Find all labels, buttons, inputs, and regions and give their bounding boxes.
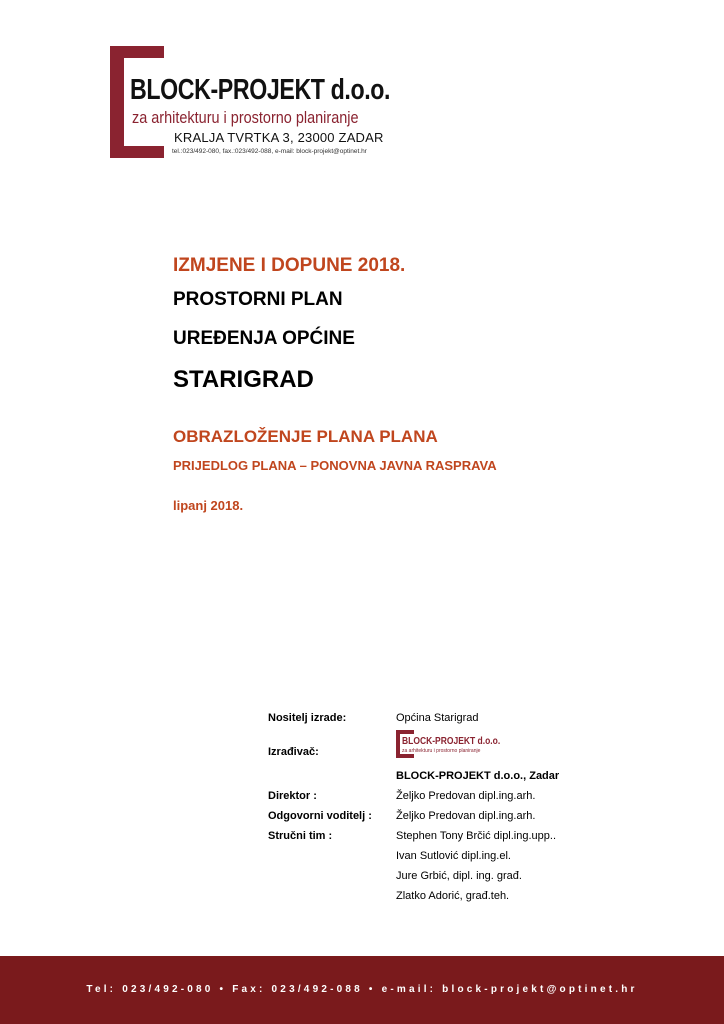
nositelj-value: Općina Starigrad [396, 712, 479, 724]
mini-logo-subtitle: za arhitekturu i prostorno planiranje [402, 748, 481, 754]
tim-label: Stručni tim : [268, 830, 333, 842]
logo-subtitle: za arhitekturu i prostorno planiranje [132, 108, 359, 127]
nositelj-label: Nositelj izrade: [268, 712, 347, 724]
direktor-value: Željko Predovan dipl.ing.arh. [396, 790, 536, 802]
title-line-3: UREĐENJA OPĆINE [173, 328, 355, 349]
footer-contact-text: Tel: 023/492-080 • Fax: 023/492-088 • e-mail: block-projekt@optinet.hr [86, 984, 638, 995]
voditelj-value: Željko Predovan dipl.ing.arh. [396, 810, 536, 822]
tim-member: Zlatko Adorić, građ.teh. [396, 890, 510, 902]
logo-bracket-left [110, 46, 124, 158]
title-line-2: PROSTORNI PLAN [173, 289, 343, 310]
izradivac-label: Izrađivač: [268, 746, 319, 758]
company-logo [110, 46, 410, 161]
logo-contact: tel.:023/492-080, fax.:023/492-088, e-mail: block-projekt@optinet.hr [172, 148, 367, 155]
voditelj-label: Odgovorni voditelj : [268, 810, 372, 822]
tim-member: Ivan Sutlović dipl.ing.el. [396, 850, 511, 862]
title-line-4: STARIGRAD [173, 366, 314, 393]
footer-bar [0, 956, 724, 1024]
tim-member: Stephen Tony Brčić dipl.ing.upp.. [396, 830, 557, 842]
mini-logo-text: BLOCK-PROJEKT d.o.o. [402, 736, 501, 747]
document-phase: PRIJEDLOG PLANA – PONOVNA JAVNA RASPRAVA [173, 458, 497, 473]
direktor-label: Direktor : [268, 790, 317, 802]
logo-address: KRALJA TVRTKA 3, 23000 ZADAR [174, 130, 384, 145]
logo-company-name: BLOCK-PROJEKT d.o.o. [130, 74, 391, 106]
mini-company-logo [396, 730, 501, 760]
logo-bracket-bottom [110, 146, 164, 158]
document-heading: OBRAZLOŽENJE PLANA PLANA [173, 427, 438, 446]
tim-member: Jure Grbić, dipl. ing. građ. [396, 870, 522, 882]
document-date: lipanj 2018. [173, 498, 244, 513]
title-line-1: IZMJENE I DOPUNE 2018. [173, 255, 406, 276]
mini-logo-bracket-bottom [396, 754, 414, 758]
izradivac-value: BLOCK-PROJEKT d.o.o., Zadar [396, 770, 560, 782]
